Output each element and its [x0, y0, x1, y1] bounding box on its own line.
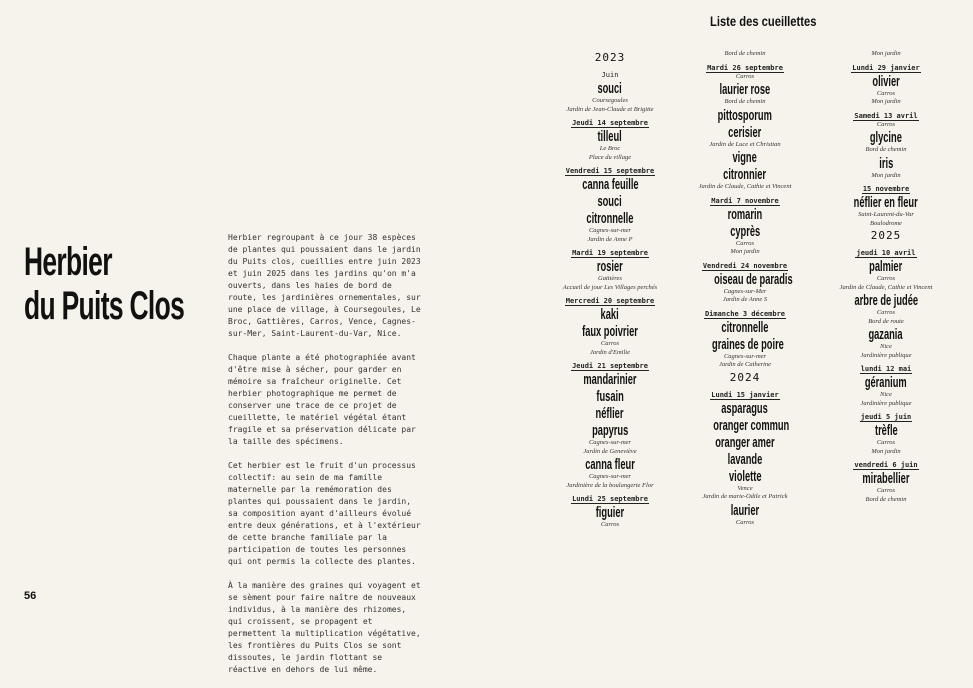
plant-name	[550, 193, 670, 210]
location-text: Carros	[876, 309, 896, 316]
location-text: Bord de chemin	[865, 495, 907, 503]
location-text: Jardin de Jean-Claude et Brigitte	[566, 105, 654, 113]
plant-name	[550, 210, 670, 227]
date-label	[825, 413, 947, 422]
plant-name	[550, 405, 670, 422]
date-label	[825, 64, 947, 73]
plant-name	[550, 306, 670, 323]
intro-text	[228, 232, 424, 688]
year-heading: 2025	[870, 229, 902, 242]
title-line-2: du Puits Clos	[24, 284, 185, 328]
date-label-text: Jeudi 14 septembre	[572, 119, 648, 127]
plant-name	[690, 107, 800, 124]
location-text: Le Broc	[599, 145, 621, 152]
location-text: Bord de chemin	[724, 98, 766, 105]
plant-name-text: canna feuille	[581, 176, 639, 193]
date-label	[825, 185, 947, 194]
date-label-text: jeudi 5 juin	[860, 413, 912, 421]
plant-name-text: tilleul	[597, 128, 623, 145]
plant-name-text: olivier	[872, 72, 900, 90]
intro-paragraph: À la manière des graines qui voyagent et se sèment pour faire naître de nouveaux individus, à la manière des rhizomes, qui croissent, se propagent et permettent la multiplication végétative, les frontières du Puits Clos se sont dissoutes, le jardin flottant se réactive en dehors de lui même.	[228, 581, 421, 674]
date-label	[825, 365, 947, 374]
plant-name-text: arbre de judée	[854, 292, 918, 309]
plant-name	[690, 319, 800, 336]
plant-name-text: souci	[597, 80, 623, 97]
plant-name	[550, 80, 670, 97]
intro-paragraph: Herbier regroupant à ce jour 38 espèces de plantes qui poussaient dans le jardin du Puits clos, cueillies entre juin 2023 et juin 2025 dans les jardins qu'on m'a ouverts, dans les haies de bord de route, les jardinières ornementales, sur une place de village, à Coursegoules, Le Broc, Gattières, Carros, Vence, Cagnes-sur-Mer, Saint-Laurent-du-Var, Nice.	[228, 233, 421, 338]
date-label	[550, 362, 670, 371]
plant-name-text: faux poivrier	[582, 323, 638, 340]
location-text: Carros	[735, 72, 755, 80]
location-text: Vence	[737, 484, 753, 492]
plant-name	[825, 422, 947, 439]
plant-name-text: romarin	[727, 205, 763, 223]
location-text: Cagnes-sur-mer	[588, 473, 632, 480]
plant-name-text: géranium	[865, 374, 907, 391]
location-text: Carros	[600, 340, 620, 347]
date-label-text: Samedi 13 avril	[854, 111, 918, 120]
location-text: Nice	[880, 343, 892, 350]
date-label	[690, 262, 800, 271]
plant-name-text: néflier	[596, 405, 624, 422]
location-text: Mon jardin	[730, 248, 760, 255]
plant-name	[690, 223, 800, 240]
plant-name-text: cyprès	[730, 222, 760, 240]
plant-name-text: citronnelle	[586, 210, 634, 227]
date-label	[550, 495, 670, 504]
date-label-text: Dimanche 3 décembre	[704, 309, 786, 318]
location-text: Jardinière publique	[860, 351, 912, 359]
plant-name-text: souci	[597, 193, 623, 210]
plant-name	[550, 371, 670, 388]
page-number: 56	[24, 590, 37, 602]
date-label-text: Vendredi 15 septembre	[565, 167, 655, 175]
date-label-text: Lundi 15 janvier	[711, 390, 779, 399]
plant-name	[825, 292, 947, 309]
location-text: Boulodrome	[870, 219, 902, 227]
location-text: Jardin de Luce et Christian	[709, 140, 781, 148]
plant-name	[550, 258, 670, 275]
location-text: Bord de route	[868, 317, 904, 325]
date-label	[690, 64, 800, 73]
plant-name-text: vigne	[732, 149, 758, 166]
location-text: Jardin de Catherine	[718, 361, 772, 368]
location-text: Carros	[735, 239, 755, 247]
location-text: Place du village	[588, 153, 632, 161]
date-label	[550, 297, 670, 306]
plant-name-text: gazania	[868, 326, 904, 343]
date-label-text: Mercredi 20 septembre	[565, 297, 655, 305]
plant-name	[690, 468, 800, 485]
location-text: Jardin de Claude, Cathie et Vincent	[698, 183, 792, 190]
date-label-text: Mardi 26 septembre	[707, 63, 783, 72]
location-text: Carros	[876, 120, 896, 128]
plant-name-text: lavande	[727, 450, 763, 468]
plant-name	[825, 326, 947, 343]
date-label	[825, 461, 947, 470]
plant-name-text: papyrus	[591, 422, 629, 439]
date-label	[690, 197, 800, 206]
plant-name-text: oiseau de paradis	[714, 270, 793, 288]
location-text: Mon jardin	[871, 171, 901, 179]
plant-name-text: néflier en fleur	[853, 194, 919, 211]
date-label	[690, 391, 800, 400]
date-label	[825, 112, 947, 121]
location-text: Cagnes-sur-mer	[588, 439, 632, 446]
plant-name-text: graines de poire	[712, 335, 784, 353]
harvest-column-1	[550, 50, 670, 530]
plant-name	[690, 81, 800, 98]
location-text: Carros	[876, 439, 896, 446]
plant-name-text: figuier	[595, 504, 625, 521]
year-heading: 2024	[729, 370, 761, 384]
plant-name	[550, 176, 670, 193]
plant-name	[550, 388, 670, 405]
date-label-text: vendredi 6 juin	[854, 461, 918, 469]
plant-name	[690, 149, 800, 166]
plant-name-text: oranger commun	[713, 416, 790, 434]
date-label-text: Mardi 19 septembre	[572, 249, 648, 257]
date-label	[550, 249, 670, 258]
plant-name-text: iris	[879, 154, 893, 172]
date-label-text: Jeudi 21 septembre	[572, 362, 648, 370]
location-text: Carros	[876, 487, 896, 494]
date-label-text: Mardi 7 novembre	[711, 196, 779, 205]
plant-name	[690, 336, 800, 353]
plant-name	[550, 422, 670, 439]
location-text: Carros	[876, 275, 896, 282]
intro-paragraph: Chaque plante a été photographiée avant d'être mise à sécher, pour garder en mémoire sa fraîcheur originelle. Cet herbier photographique me permet de conserver une trace de ce projet de cueillette, le matériel végétal étant fragile et sa préservation délicate par la taille des spécimens.	[228, 353, 416, 446]
location-text: Accueil de jour Les Villages perchés	[562, 283, 658, 291]
location-text: Coursegoules	[592, 97, 628, 104]
date-label-text: jeudi 10 avril	[856, 249, 916, 257]
location-text: Gattières	[598, 275, 622, 282]
plant-name-text: glycine	[869, 129, 903, 146]
plant-name	[690, 400, 800, 417]
location-text: Carros	[735, 518, 755, 526]
plant-name	[825, 194, 947, 211]
plant-name	[690, 124, 800, 141]
location-text: Saint-Laurent-du-Var	[858, 211, 914, 218]
plant-name-text: oranger amer	[715, 433, 775, 451]
date-label-text: lundi 12 mai	[860, 365, 912, 373]
location-text: Jardin de marie-Odile et Patrick	[702, 493, 788, 500]
plant-name-text: trèfle	[874, 422, 898, 439]
location-text: Cagnes-sur-mer	[588, 227, 632, 234]
plant-name-text: palmier	[869, 258, 903, 275]
plant-name	[690, 451, 800, 468]
location-text: Mon jardin	[871, 98, 901, 105]
location-text: Jardinière publique	[860, 399, 912, 407]
harvest-column-2	[690, 50, 800, 527]
plant-name	[550, 456, 670, 473]
date-label-text: Lundi 29 janvier	[852, 63, 920, 72]
location-text: Jardin de Claude, Cathie et Vincent	[839, 283, 933, 291]
date-label-text: Vendredi 24 novembre	[702, 261, 788, 270]
plant-name-text: laurier rose	[719, 81, 771, 98]
plant-name	[690, 206, 800, 223]
location-text: Jardin de Anne S	[722, 296, 768, 303]
date-label	[825, 249, 947, 258]
location-text: Nice	[880, 391, 892, 398]
location-text: Carros	[600, 521, 620, 528]
location-text: Cagnes-sur-Mer	[723, 287, 767, 295]
date-label	[550, 167, 670, 176]
plant-name-text: pittosporum	[717, 106, 773, 124]
location-text: Jardin de Geneviève	[583, 447, 637, 455]
location-text: Carros	[876, 89, 896, 97]
plant-name-text: violette	[728, 467, 762, 485]
date-label-text: Lundi 25 septembre	[572, 495, 648, 503]
plant-name	[825, 374, 947, 391]
plant-name	[690, 271, 800, 288]
date-label	[690, 310, 800, 319]
plant-name-text: asparagus	[721, 399, 769, 417]
plant-name-text: mandarinier	[583, 371, 637, 388]
intro-paragraph: Cet herbier est le fruit d'un processus collectif: au sein de ma famille maternelle par la remémoration des plantes qui poussaient dans le jardin, sa composition ayant d'ailleurs évolué entre deux générations, et à l'extérieur de cette branche familiale par la participation de toutes les personnes qui ont permis la collecte des plantes.	[228, 461, 421, 566]
location-text: Jardin d'Emilie	[590, 348, 630, 356]
plant-name-text: citronnelle	[721, 318, 769, 336]
location-text: Bord de chemin	[724, 50, 766, 57]
plant-name	[690, 166, 800, 183]
plant-name-text: fusain	[596, 388, 624, 405]
location-text: Mon jardin	[871, 447, 901, 455]
location-text: Bord de chemin	[865, 146, 907, 153]
plant-name	[550, 323, 670, 340]
plant-name	[825, 73, 947, 90]
plant-name-text: kaki	[600, 306, 620, 323]
location-text: Jardinière de la boulangerie Flor	[566, 481, 654, 489]
plant-name	[825, 470, 947, 487]
plant-name-text: mirabellier	[862, 470, 910, 487]
plant-name-text: rosier	[597, 258, 623, 275]
date-label-text: 15 novembre	[862, 185, 910, 193]
list-title: Liste des cueillettes	[710, 13, 817, 29]
location-text: Cagnes-sur-mer	[723, 352, 767, 360]
plant-name	[550, 504, 670, 521]
plant-name	[550, 128, 670, 145]
location-text: Jardin de Anne P	[587, 235, 633, 243]
plant-name-text: canna fleur	[585, 456, 635, 473]
plant-name	[825, 129, 947, 146]
location-text: Mon jardin	[871, 50, 901, 57]
plant-name	[690, 434, 800, 451]
plant-name	[825, 155, 947, 172]
plant-name	[690, 417, 800, 434]
plant-name	[825, 258, 947, 275]
month-label: Juin	[601, 71, 619, 79]
date-label	[550, 119, 670, 128]
plant-name-text: cerisier	[728, 123, 762, 141]
plant-name-text: citronnier	[723, 166, 767, 183]
plant-name-text: laurier	[730, 501, 760, 519]
harvest-column-3	[825, 50, 947, 504]
plant-name	[690, 502, 800, 519]
page-title	[24, 240, 184, 328]
title-line-1: Herbier	[24, 240, 112, 284]
year-heading: 2023	[594, 51, 626, 64]
